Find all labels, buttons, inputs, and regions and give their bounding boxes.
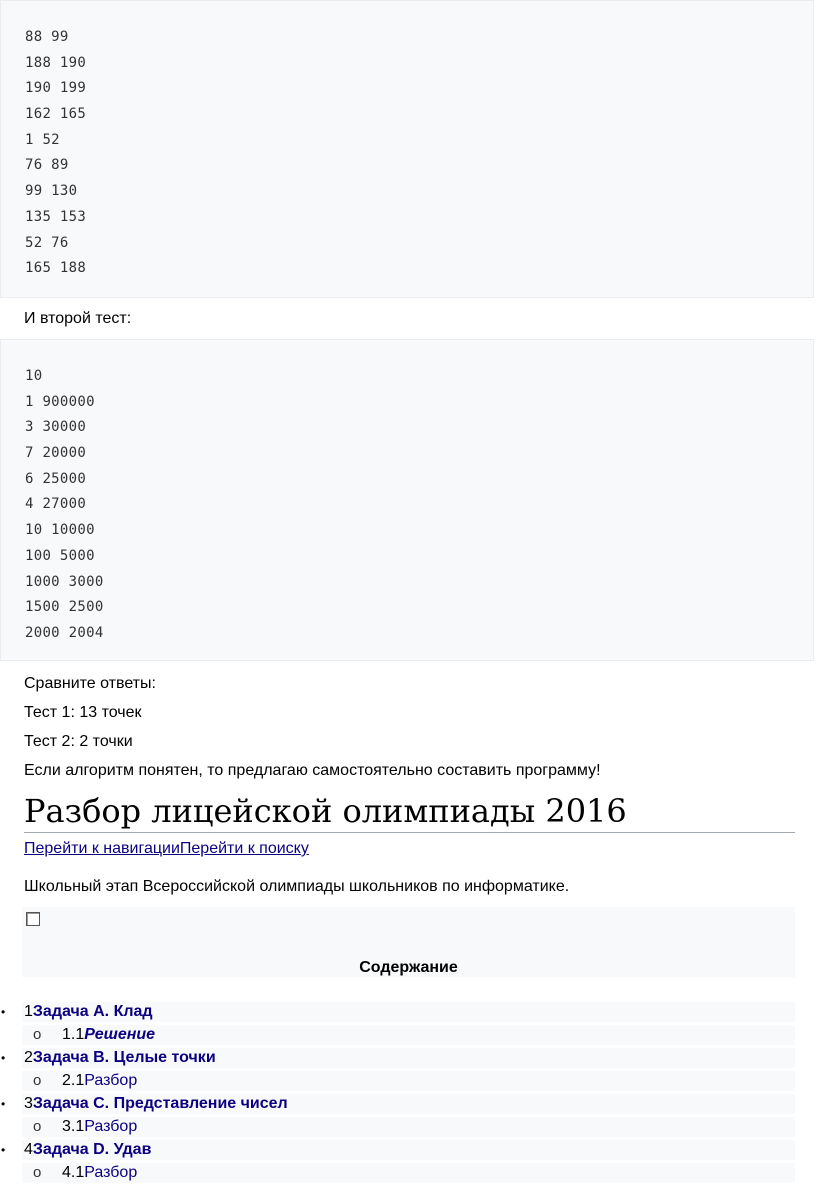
code-line: 1000 3000 <box>25 573 104 590</box>
toc-number: 1.1 <box>62 1026 85 1043</box>
code-line: 10 10000 <box>25 522 95 539</box>
toc-number: 1 <box>24 1003 33 1020</box>
toc-number: 3 <box>24 1095 33 1112</box>
code-line: 1 52 <box>25 131 60 148</box>
toc-link[interactable]: Задача А. Клад <box>32 1003 153 1020</box>
code-line: 99 130 <box>25 183 78 200</box>
closing-text: Если алгоритм понятен, то предлагаю самостоятельно составить программу! <box>24 762 601 779</box>
test1-result: Тест 1: 13 точек <box>24 704 142 721</box>
search-link[interactable]: Перейти к поиску <box>179 840 309 857</box>
intro-text: Школьный этап Всероссийской олимпиады школьников по информатике. <box>24 878 570 895</box>
code-line: 7 20000 <box>25 445 87 462</box>
code-block-test-1 <box>0 0 814 298</box>
code-block-test-2 <box>0 339 814 661</box>
code-line: 100 5000 <box>25 547 95 564</box>
toc-link[interactable]: Задача B. Целые точки <box>32 1049 216 1066</box>
bullet-icon: • <box>1 1097 6 1111</box>
toc-number: 2.1 <box>62 1072 85 1089</box>
bullet-icon: • <box>1 1143 6 1157</box>
toc-number: 4 <box>24 1141 33 1158</box>
bullet-icon: • <box>1 1051 6 1065</box>
toc-item[interactable] <box>1 1140 795 1160</box>
toc-toggle-checkbox[interactable] <box>26 912 40 926</box>
code-line: 1500 2500 <box>25 599 104 616</box>
toc-link[interactable]: Задача D. Удав <box>32 1141 152 1158</box>
compare-text: Сравните ответы: <box>24 675 156 692</box>
second-test-label: И второй тест: <box>24 310 132 327</box>
nav-link[interactable]: Перейти к навигации <box>24 840 180 857</box>
circle-bullet-icon: o <box>33 1118 42 1135</box>
toc-link[interactable]: Задача C. Представление чисел <box>32 1095 288 1112</box>
toc-link[interactable]: Решение <box>84 1026 156 1043</box>
code-line: 1 900000 <box>25 393 95 410</box>
circle-bullet-icon: o <box>33 1072 42 1089</box>
toc-title: Содержание <box>359 959 458 976</box>
code-line: 6 25000 <box>25 470 87 487</box>
toc-link[interactable]: Разбор <box>84 1164 138 1181</box>
page-heading: Разбор лицейской олимпиады 2016 <box>24 790 795 833</box>
code-line: 165 188 <box>25 260 87 277</box>
toc-item[interactable] <box>22 1025 795 1045</box>
toc-item[interactable] <box>1 1094 795 1114</box>
jump-links <box>24 838 309 860</box>
toc-link[interactable]: Разбор <box>84 1118 138 1135</box>
toc-item[interactable] <box>1 1002 795 1022</box>
code-line: 2000 2004 <box>25 624 104 641</box>
circle-bullet-icon: o <box>33 1026 42 1043</box>
toc-item[interactable] <box>1 1048 795 1068</box>
code-line: 76 89 <box>25 157 69 174</box>
toc-link[interactable]: Разбор <box>84 1072 138 1089</box>
code-line: 52 76 <box>25 234 69 251</box>
code-line: 188 190 <box>25 54 87 71</box>
code-line: 135 153 <box>25 208 87 225</box>
code-line: 10 <box>25 368 43 384</box>
bullet-icon: • <box>1 1005 6 1019</box>
toc-item[interactable] <box>22 1071 795 1091</box>
toc-number: 3.1 <box>62 1118 85 1135</box>
code-line: 88 99 <box>25 29 69 45</box>
toc-item[interactable] <box>22 1117 795 1137</box>
circle-bullet-icon: o <box>33 1164 42 1181</box>
code-line: 162 165 <box>25 106 87 123</box>
code-line: 4 27000 <box>25 496 87 513</box>
toc-number: 4.1 <box>62 1164 85 1181</box>
code-line: 3 30000 <box>25 419 87 436</box>
toc-number: 2 <box>24 1049 33 1066</box>
code-line: 190 199 <box>25 80 87 97</box>
toc-item[interactable] <box>22 1163 795 1183</box>
test2-result: Тест 2: 2 точки <box>24 733 133 750</box>
